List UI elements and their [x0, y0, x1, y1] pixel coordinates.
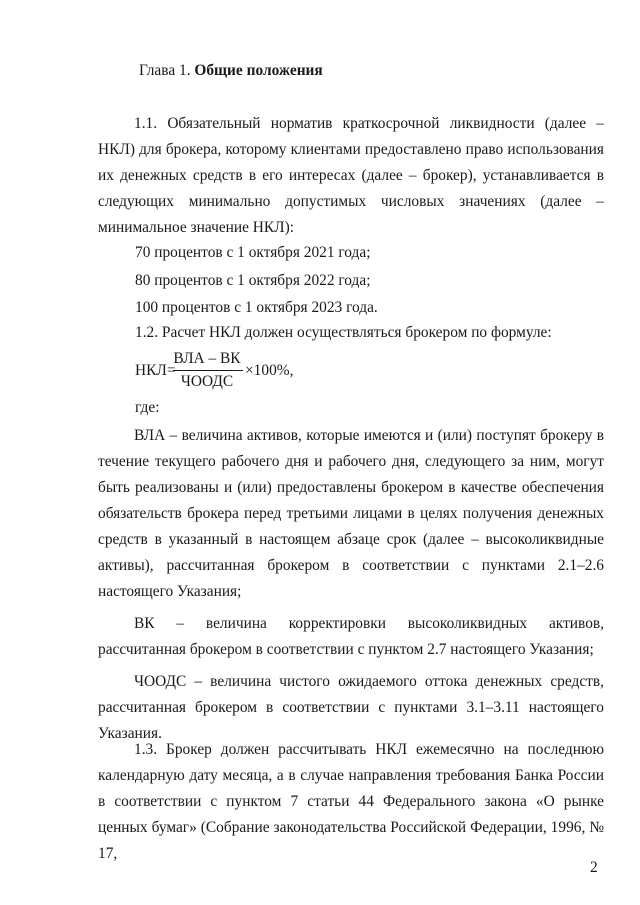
where-label: где:: [135, 399, 160, 416]
formula-denominator: ЧООДС: [180, 373, 234, 390]
definition-choods: ЧООДС – величина чистого ожидаемого оттока денежных средств, рассчитанная брокером в соответствии с пунктами 3.1–3.11 настоящего Указания.: [98, 673, 604, 742]
formula-rhs: ×100%,: [245, 362, 294, 379]
paragraph-1-1: 1.1. Обязательный норматив краткосрочной ликвидности (далее – НКЛ) для брокера, которому клиентами предоставлено право использования их денежных средств в его интересах (далее – брокер), устанавливается в следующих минимально допустимых числовых значениях (далее – минимальное значение НКЛ):: [98, 115, 604, 236]
definition-vk: ВК – величина корректировки высоколиквидных активов, рассчитанная брокером в соответствии с пунктом 2.7 настоящего Указания;: [98, 615, 604, 658]
chapter-title: Общие положения: [194, 62, 323, 79]
fraction-bar: [173, 370, 243, 371]
value-2022: 80 процентов с 1 октября 2022 года;: [135, 272, 371, 289]
formula-numerator: ВЛА – ВК: [173, 350, 241, 367]
chapter-heading: [139, 61, 323, 81]
chapter-number: Глава 1.: [139, 62, 195, 79]
page-number: 2: [590, 859, 598, 876]
formula-lhs: НКЛ=: [135, 362, 176, 379]
value-2021: 70 процентов с 1 октября 2021 года;: [135, 244, 371, 261]
definition-vla: ВЛА – величина активов, которые имеются и (или) поступят брокеру в течение текущего рабочего дня и рабочего дня, следующего за ним, могут быть реализованы и (или) предоставлены брокером в качестве обеспечения обязательств брокера перед третьими лицами в целях получения денежных средств в указанный в настоящем абзаце срок (далее – высоколиквидные активы), рассчитанная брокером в соответствии с пунктами 2.1–2.6 настоящего Указания;: [98, 427, 604, 600]
paragraph-1-3-block: [98, 737, 604, 867]
paragraph-1-1-block: [98, 111, 604, 241]
nkl-formula: [135, 349, 335, 393]
paragraph-1-2: 1.2. Расчет НКЛ должен осуществляться брокером по формуле:: [135, 324, 552, 341]
definitions-block: [98, 423, 604, 747]
value-2023: 100 процентов с 1 октября 2023 года.: [135, 299, 378, 316]
paragraph-1-3: 1.3. Брокер должен рассчитывать НКЛ ежемесячно на последнюю календарную дату месяца, а в случае направления требования Банка России в соответствии с пунктом 7 статьи 44 Федерального закона «О рынке ценных бумаг» (Собрание законодательства Российской Федерации, 1996, № 17,: [98, 741, 604, 862]
